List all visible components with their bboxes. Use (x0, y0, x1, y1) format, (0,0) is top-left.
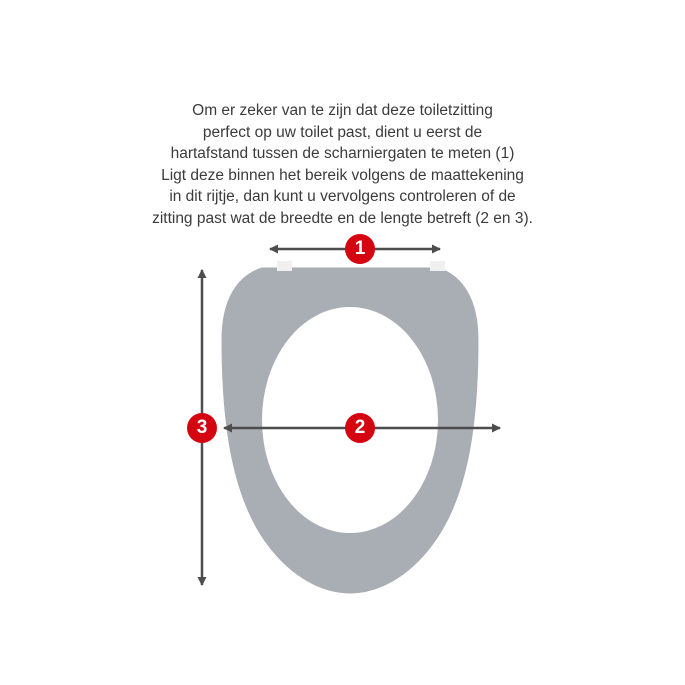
measure-badge-2: 2 (345, 413, 375, 443)
instructions-line-2: perfect op uw toilet past, dient u eerst de (202, 123, 483, 141)
instructions-line-4: Ligt deze binnen het bereik volgens de maattekening (161, 166, 524, 184)
measure-badge-1: 1 (345, 234, 375, 264)
instructions-line-1: Om er zeker van te zijn dat deze toiletzitting (192, 102, 493, 119)
hinge-pad-right (430, 261, 445, 271)
measure-badge-3: 3 (187, 413, 217, 443)
instructions-line-3: hartafstand tussen de scharniergaten te meten (1) (170, 145, 515, 162)
instructions-line-6: zitting past wat de breedte en de lengte betreft (2 en 3). (152, 209, 533, 227)
instructions-line-5: in dit rijtje, dan kunt u vervolgens controleren of de (169, 188, 516, 205)
hinge-pad-left (277, 261, 292, 271)
